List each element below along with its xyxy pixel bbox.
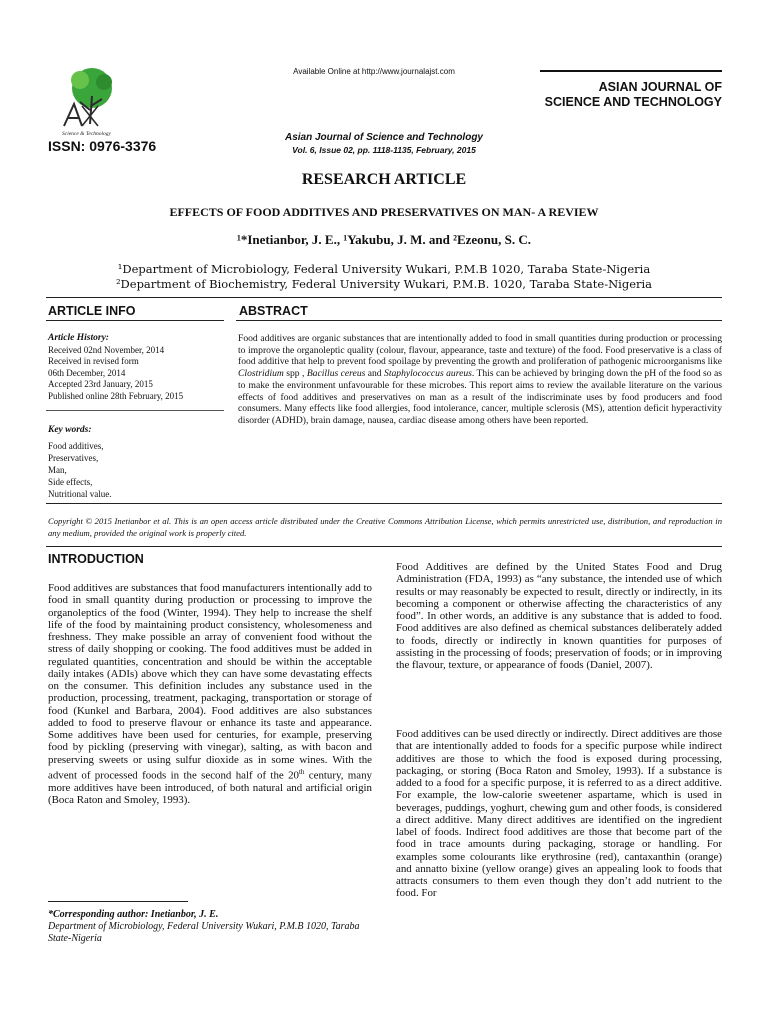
journal-name	[540, 70, 722, 110]
copyright-notice: Copyright © 2015 Inetianbor et al. This is an open access article distributed under the Creative Commons Attribution License, which permits unrestricted use, distribution, and reproduction in any medium, provided the original work is properly cited.	[48, 516, 722, 538]
intro-paragraph-right-1: Food Additives are defined by the United States Food and Drug Administration (FDA, 1993) as “any substance, the intended use of which results or may reasonably be expected to result, directly or indirectly, in its becoming a component or otherwise affecting the characteristics of any food”. In other words, an additive is any substance that is added to food. Food additives are also defined as chemical substances deliberately added to foods, directly or indirectly in known quantities for purposes of assisting in the processing of foods; preservation of foods; or in improving the flavour, texture, or appearance of foods (Daniel, 2007).	[396, 561, 722, 671]
intro-paragraph-right-2: Food additives can be used directly or indirectly. Direct additives are those that are intentionally added to foods for a specific purpose while indirect additives are those to which the food is exposed during processing, packaging, or storing (Boca Raton and Smoley, 1993). If a substance is added to a food for a specific purpose, it is referred to as a direct additive. For example, the low-calorie sweetener aspartame, which is used in beverages, puddings, yoghurt, chewing gum and other foods, is considered a direct additive. Many direct additives are identified on the ingredient label of foods. Indirect food additives are those that become part of the food in trace amounts during packaging, storage or handling. For examples some colourants like erythrosine (red), cantaxanthin (orange) and annatto bixine (yellow orange) gives an appealing look to foods that attracts consumers to them even though they don’t add nutrient to the food. For	[396, 728, 722, 900]
keyword: Preservatives,	[48, 453, 99, 463]
available-online: Available Online at http://www.journalajst.com	[293, 67, 455, 76]
abstract-text: Food additives are organic substances that are intentionally added to food in small quantities during production or processing to improve the organoleptic quality (colour, flavour, appearance, taste and texture) of the food. Food preservative is a class of food additive that help to prevent food spoilage by preventing the growth and proliferation of pathogenic microorganisms like Clostridium spp , Bacillus cereus and Staphylococcus aureus. This can be achieved by bringing down the pH of the food so as to make the environment unfavourable for these microbes. This report aims to review the available literature on the various effects of food additives and preservatives on man as a result of the indiscriminate uses by food producers and food consumers. Many effects like food allergies, food intolerance, cancer, multiple sclerosis (MS), attention deficit hyperactivity disorder (ADHD), brain damage, nausea, cardiac disease among others have been reported.	[238, 333, 722, 426]
article-info-heading: ARTICLE INFO	[48, 304, 136, 318]
history-item: Published online 28th February, 2015	[48, 390, 184, 401]
divider	[46, 503, 722, 504]
keywords-label: Key words:	[48, 425, 92, 435]
keyword: Nutritional value.	[48, 489, 112, 499]
article-type: RESEARCH ARTICLE	[301, 171, 467, 188]
journal-name-line2: SCIENCE AND TECHNOLOGY	[544, 95, 722, 109]
introduction-heading: INTRODUCTION	[48, 552, 144, 566]
history-item: Received 02nd November, 2014	[48, 344, 165, 355]
journal-logo	[52, 66, 130, 138]
authors: ¹*Inetianbor, J. E., ¹Yakubu, J. M. and ²Ezeonu, S. C.	[236, 232, 532, 247]
logo-caption: Science & Technology	[62, 131, 111, 137]
history-item: Received in revised form	[48, 356, 139, 366]
journal-name-line1: ASIAN JOURNAL OF	[598, 80, 722, 94]
keyword: Man,	[48, 465, 67, 475]
citation	[160, 132, 608, 155]
history-item: 06th December, 2014	[48, 367, 126, 378]
history-label: Article History:	[48, 333, 109, 343]
divider	[46, 410, 224, 411]
divider	[46, 546, 722, 547]
corresponding-author-address: Department of Microbiology, Federal University Wukari, P.M.B 1020, Taraba State-Nigeria	[48, 921, 360, 944]
history-item: Accepted 23rd January, 2015	[48, 379, 153, 389]
footnote-divider	[48, 901, 188, 902]
affiliation-2: ²Department of Biochemistry, Federal University Wukari, P.M.B. 1020, Taraba State-Nigeria	[115, 277, 653, 291]
divider	[46, 297, 722, 298]
divider	[236, 320, 722, 321]
affiliation-1: ¹Department of Microbiology, Federal University Wukari, P.M.B 1020, Taraba State-Nigeria	[117, 262, 651, 276]
issn: ISSN: 0976-3376	[48, 138, 157, 154]
citation-volume: Vol. 6, Issue 02, pp. 1118-1135, February, 2015	[292, 145, 476, 155]
keyword: Food additives,	[48, 441, 104, 451]
corresponding-author	[48, 909, 372, 945]
abstract-heading: ABSTRACT	[239, 304, 308, 318]
corresponding-author-name: *Corresponding author: Inetianbor, J. E.	[48, 909, 219, 920]
keywords	[48, 424, 226, 500]
divider	[46, 320, 224, 321]
citation-journal: Asian Journal of Science and Technology	[284, 132, 483, 143]
article-title: EFFECTS OF FOOD ADDITIVES AND PRESERVATIVES ON MAN- A REVIEW	[169, 205, 599, 219]
article-history	[48, 333, 226, 402]
keyword: Side effects,	[48, 477, 93, 487]
intro-paragraph-left: Food additives are substances that food manufacturers intentionally add to food in small quantity during production or processing to improve the organoleptics of the food (Winter, 1994). They help to increase the shelf life of the food by maintaining product consistency, wholesomeness and freshness. They make possible an array of convenient food without the stress of daily shopping or cooking. The food additives must be added in regulated quantities, concentration and should be within the acceptable daily intakes (ADIs) above which they can have some devastating effects on the consumer. This definition includes any substance used in the production, processing, treatment, packaging, transportation or storage of food (Kunkel and Barbara, 2004). Food additives are also substances added to food to preserve flavour or enhance its taste and appearance. Some additives have been used for centuries, for example, preserving food by pickling (preserving with vinegar), salting, as with bacon and preserving sweets or using sulfur dioxide as in some wines. With the advent of processed foods in the second half of the 20th century, many more additives have been introduced, of both natural and artificial origin (Boca Raton and Smoley, 1993).	[48, 582, 373, 806]
